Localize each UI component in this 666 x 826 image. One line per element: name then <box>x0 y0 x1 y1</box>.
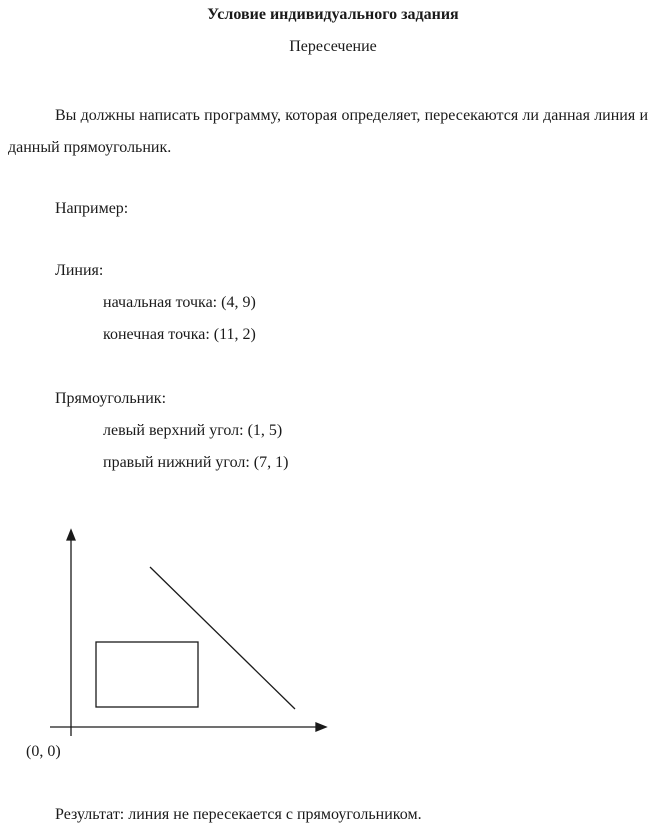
rectangle-shape <box>96 642 198 707</box>
line-label: Линия: <box>55 262 104 279</box>
document-title: Условие индивидуального задания <box>207 6 459 23</box>
example-label: Например: <box>55 200 129 217</box>
rectangle-top-left: левый верхний угол: (1, 5) <box>103 422 283 439</box>
document-subtitle: Пересечение <box>289 38 377 55</box>
origin-label: (0, 0) <box>26 743 61 760</box>
rectangle-label: Прямоугольник: <box>55 390 167 407</box>
y-axis-arrow <box>67 530 75 540</box>
y-axis <box>67 530 75 736</box>
intersection-diagram <box>0 520 340 750</box>
result-text: Результат: линия не пересекается с прямоугольником. <box>55 806 422 823</box>
x-axis <box>50 723 326 731</box>
line-start-point: начальная точка: (4, 9) <box>103 294 256 311</box>
line-segment <box>150 567 295 709</box>
x-axis-arrow <box>316 723 326 731</box>
line-end-point: конечная точка: (11, 2) <box>103 326 256 343</box>
rectangle-bottom-right: правый нижний угол: (7, 1) <box>103 454 289 471</box>
task-description: Вы должны написать программу, которая определяет, пересекаются ли данная линия и данный прямоугольник. <box>8 107 648 156</box>
